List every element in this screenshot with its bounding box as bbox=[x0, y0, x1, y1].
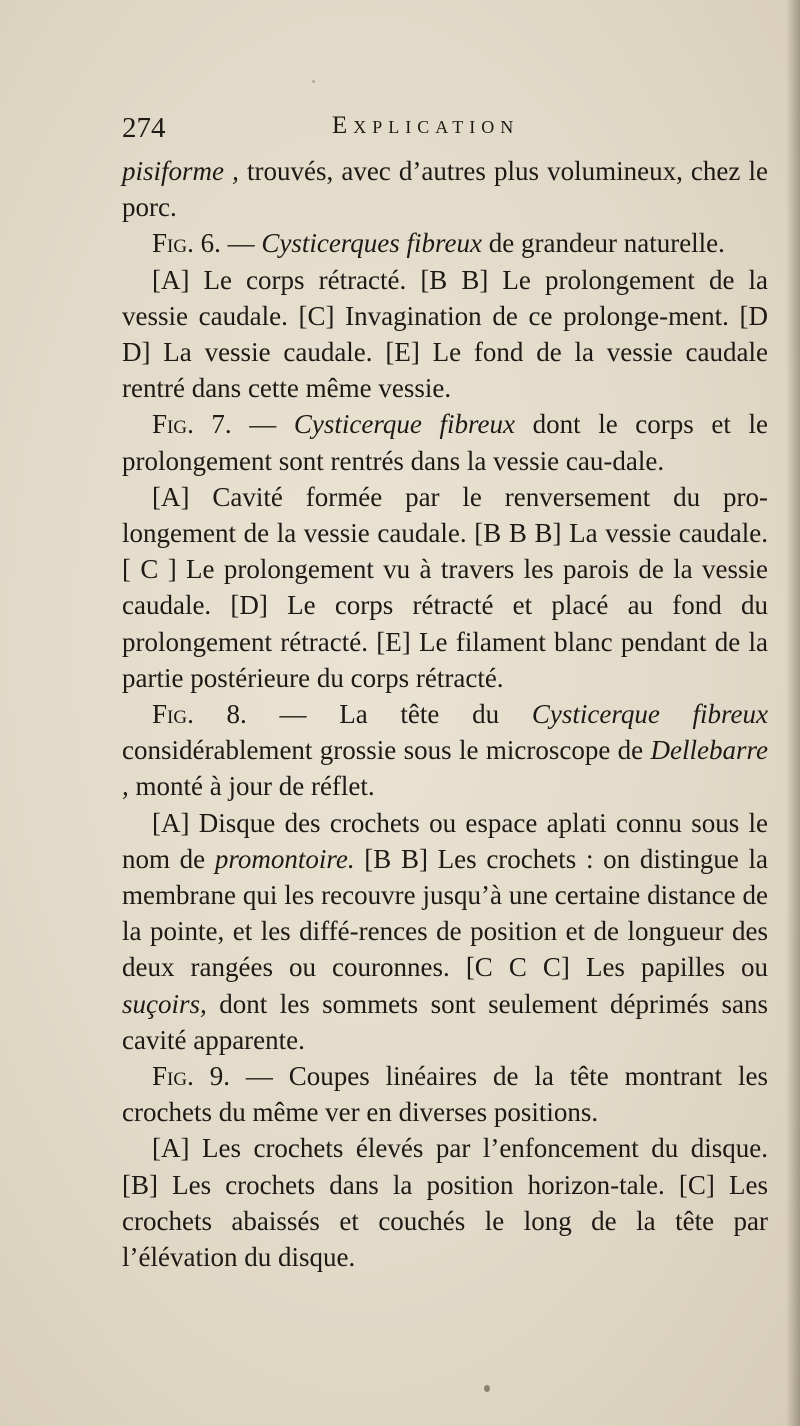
body-text bbox=[122, 153, 768, 1275]
italic-term: Cysticerque fibreux bbox=[276, 409, 515, 440]
legend-fig-9 bbox=[122, 1130, 768, 1275]
figure-caption-9 bbox=[122, 1058, 768, 1130]
paragraph-text: Coupes linéaires de la tête montrant les crochets du même ver en diverses positions. bbox=[122, 1061, 768, 1128]
figure-label: Fig. 7. — bbox=[152, 409, 277, 440]
italic-term: Cysticerque fibreux bbox=[531, 699, 768, 730]
italic-term: pisiforme , bbox=[122, 156, 239, 186]
figure-caption-8 bbox=[122, 696, 768, 805]
paragraph-text: [A] Cavité formée par le renversement du pro-longement de la vessie caudale. [B B B] La vessie caudale. [ C ] Le prolongement vu à travers les parois de la vessie caudale. [D] Le corps rétracté et placé au fond du prolongement rétracté. [E] Le filament blanc pendant de la partie postérieure du corps rétracté. bbox=[122, 481, 768, 693]
ink-speck bbox=[312, 80, 315, 83]
paragraph-continuation bbox=[122, 153, 768, 225]
italic-term: Dellebarre , bbox=[122, 735, 768, 802]
italic-term: suçoirs, bbox=[122, 988, 207, 1019]
legend-fig-8 bbox=[122, 805, 768, 1058]
paragraph-text: dont les sommets sont seulement déprimés sans cavité apparente. bbox=[122, 988, 768, 1055]
paragraph-text: considérablement grossie sous le microscope de bbox=[122, 735, 651, 766]
figure-label: Fig. 6. — bbox=[152, 228, 255, 259]
running-title: Explication bbox=[332, 112, 520, 139]
paragraph-text: [A] Le corps rétracté. [B B] Le prolongement de la vessie caudale. [C] Invagination de ce prolonge-ment. [D D] La vessie caudale. [E] Le fond de la vessie caudale rentré dans cette même vessie. bbox=[122, 264, 768, 404]
legend-fig-7 bbox=[122, 479, 768, 696]
figure-label: Fig. 8. — bbox=[152, 699, 307, 730]
italic-term: Cysticerques fibreux bbox=[254, 228, 483, 259]
page-number: 274 bbox=[122, 112, 166, 144]
italic-term: promontoire. bbox=[214, 843, 355, 874]
paragraph-text: [A] Les crochets élevés par l’enfoncement du disque. [B] Les crochets dans la position horizon-tale. [C] Les crochets abaissés et couchés le long de la tête par l’élévation du disque. bbox=[122, 1133, 768, 1273]
legend-fig-6 bbox=[122, 262, 768, 407]
paragraph-text: trouvés, avec d’autres plus volumineux, chez le porc. bbox=[122, 156, 768, 223]
ink-speck bbox=[484, 1385, 490, 1392]
paragraph-text: La tête du bbox=[306, 699, 532, 730]
paragraph-text: de grandeur naturelle. bbox=[482, 228, 725, 259]
figure-caption-6 bbox=[122, 225, 768, 261]
figure-label: Fig. 9. — bbox=[152, 1061, 273, 1092]
running-head bbox=[122, 112, 762, 152]
paragraph-text: monté à jour de réflet. bbox=[128, 771, 375, 802]
paragraph-text: dont le corps et le prolongement sont rentrés dans la vessie cau-dale. bbox=[122, 409, 768, 476]
paragraph-text: [A] Disque des crochets ou espace aplati connu sous le nom de bbox=[122, 807, 768, 874]
figure-caption-7 bbox=[122, 406, 768, 478]
paragraph-text: [B B] Les crochets : on distingue la membrane qui les recouvre jusqu’à une certaine distance de la pointe, et les diffé-rences de position et de longueur des deux rangées ou couronnes. [C C C] Les papilles ou bbox=[122, 843, 768, 983]
